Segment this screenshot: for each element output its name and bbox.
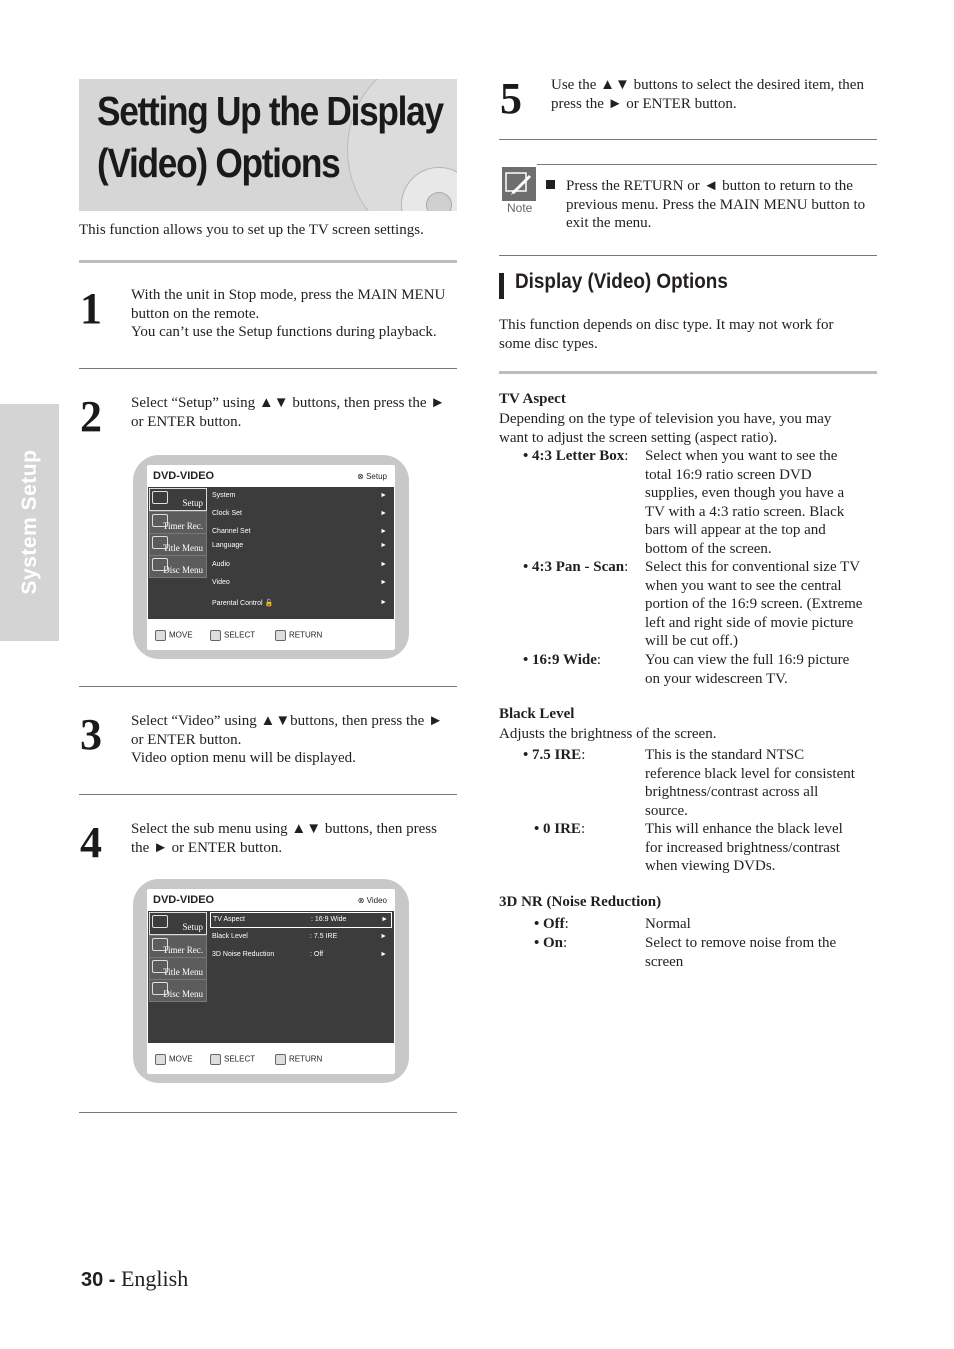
section-intro-line: some disc types. xyxy=(499,335,598,352)
screen-header xyxy=(147,889,395,910)
option-name-text: • 4:3 Letter Box xyxy=(523,448,625,464)
option-suffix: : xyxy=(596,652,602,668)
intro-text: This function allows you to set up the TV screen settings. xyxy=(79,222,424,238)
option-line: when viewing DVDs. xyxy=(645,858,776,875)
divider xyxy=(79,686,457,687)
option-line: on your widescreen TV. xyxy=(645,670,788,687)
page-title xyxy=(97,85,457,189)
arrow-right-icon: ► xyxy=(380,951,387,958)
select-icon xyxy=(210,630,221,641)
menu-row-3d-noise-reduction[interactable] xyxy=(210,948,390,962)
screen-tag: ⊗ Setup xyxy=(357,472,387,481)
menu-row-label xyxy=(212,599,273,607)
step-number: 3 xyxy=(80,710,102,759)
step-line: With the unit in Stop mode, press the MAIN MENU xyxy=(131,287,446,303)
screen-body xyxy=(148,487,394,619)
menu-row-label: TV Aspect xyxy=(213,916,245,923)
menu-row-black-level[interactable] xyxy=(210,930,390,944)
arrow-right-icon: ► xyxy=(380,933,387,940)
footer-return xyxy=(275,1054,322,1065)
step-line: Use the ▲▼ buttons to select the desired item, then xyxy=(551,77,864,93)
step-line: press the ► or ENTER button. xyxy=(551,95,737,112)
option-suffix: : xyxy=(563,935,568,951)
screen-tag-label: Video xyxy=(366,896,387,905)
option-line: You can view the full 16:9 picture xyxy=(645,652,850,668)
option-name xyxy=(534,820,585,839)
option-name-text: • 16:9 Wide xyxy=(523,652,597,668)
option-description xyxy=(645,934,880,971)
option-name xyxy=(523,447,628,466)
menu-row-tv-aspect[interactable] xyxy=(210,912,392,928)
step-number: 4 xyxy=(80,818,102,867)
option-description xyxy=(645,447,880,559)
black-level-heading: Black Level xyxy=(499,706,575,722)
option-description xyxy=(645,746,880,820)
footer-select xyxy=(210,1054,255,1065)
step-line: or ENTER button. xyxy=(131,413,242,430)
tools-icon xyxy=(152,915,168,928)
arrow-right-icon: ► xyxy=(380,579,387,586)
divider xyxy=(499,255,877,256)
option-line: bottom of the screen. xyxy=(645,540,772,557)
option-line: Select when you want to see the xyxy=(645,448,838,464)
screen-title: DVD-VIDEO xyxy=(153,470,215,482)
footer-label: SELECT xyxy=(224,1054,256,1064)
menu-row-label: System xyxy=(212,492,236,499)
screen-tag: ⊗ Video xyxy=(357,896,387,905)
menu-row-value: : 7.5 IRE xyxy=(310,933,338,940)
menu-tab-title-menu[interactable] xyxy=(149,957,207,980)
note-line: Press the RETURN or ◄ button to return to the xyxy=(566,178,853,194)
menu-row-value: : Off xyxy=(310,951,324,958)
arrow-right-icon: ► xyxy=(380,599,387,606)
screen-footer xyxy=(147,622,395,648)
page-title-line1: Setting Up the Display xyxy=(97,88,443,134)
note-line: exit the menu. xyxy=(566,215,652,231)
menu-row-label: Video xyxy=(212,579,230,586)
divider xyxy=(79,260,457,263)
footer-label: RETURN xyxy=(289,630,323,640)
section-intro xyxy=(499,316,834,353)
side-tab-label: System Setup xyxy=(18,449,41,595)
option-line: Select to remove noise from the xyxy=(645,935,837,951)
option-line: reference black level for consistent xyxy=(645,765,855,782)
menu-tab-setup[interactable] xyxy=(149,488,207,511)
menu-tab-disc-menu[interactable] xyxy=(149,979,207,1002)
option-suffix: : xyxy=(581,747,586,763)
arrow-right-icon: ► xyxy=(381,916,388,923)
menu-tab-title-menu[interactable] xyxy=(149,533,207,556)
menu-row-label: Channel Set xyxy=(212,528,251,535)
menu-row-label: Language xyxy=(212,542,244,549)
page-language: English xyxy=(120,1266,189,1291)
black-level-intro: Adjusts the brightness of the screen. xyxy=(499,726,717,742)
step-line: Select the sub menu using ▲▼ buttons, then press xyxy=(131,821,437,837)
menu-row-value: : 16:9 Wide xyxy=(311,916,347,923)
option-description xyxy=(645,820,880,876)
menu-tab-timer-rec[interactable] xyxy=(149,935,207,958)
menu-row-channel-set[interactable] xyxy=(210,525,390,539)
menu-tab-label: Setup xyxy=(182,922,203,932)
option-suffix: : xyxy=(580,821,586,837)
option-line: supplies, even though you have a xyxy=(645,485,845,502)
option-line: source. xyxy=(645,802,688,819)
option-line: Normal xyxy=(645,916,691,932)
tv-aspect-intro-line: want to adjust the screen setting (aspect ratio). xyxy=(499,429,778,446)
menu-row-system[interactable] xyxy=(210,489,390,503)
divider xyxy=(79,1112,457,1113)
option-name-text: • 0 IRE xyxy=(534,821,581,837)
step-line: Select “Video” using ▲▼buttons, then press the ► xyxy=(131,713,443,729)
menu-tab-label: Title Menu xyxy=(163,967,203,977)
option-suffix: : xyxy=(624,448,629,464)
note-bullet-icon xyxy=(546,180,555,189)
screen-panel xyxy=(147,465,395,650)
footer-return xyxy=(275,630,322,641)
step-line: You can’t use the Setup functions during playback. xyxy=(131,324,437,340)
divider xyxy=(79,794,457,795)
arrow-right-icon: ► xyxy=(380,492,387,499)
option-line: This will enhance the black level xyxy=(645,821,843,837)
menu-tab-label: Timer Rec. xyxy=(162,521,203,531)
arrow-right-icon: ► xyxy=(380,528,387,535)
step-line: button on the remote. xyxy=(131,305,260,322)
option-line: portion of the 16:9 screen. (Extreme xyxy=(645,596,863,613)
option-line: total 16:9 ratio screen DVD xyxy=(645,466,812,483)
tools-icon xyxy=(152,491,168,504)
step-text xyxy=(131,394,445,431)
screen-panel xyxy=(147,889,395,1074)
note-pencil-icon xyxy=(502,167,536,201)
note-label: Note xyxy=(507,201,533,215)
footer-move xyxy=(155,630,193,641)
menu-tab-label: Disc Menu xyxy=(163,989,203,999)
step-text xyxy=(131,286,445,342)
menu-screenshot-setup xyxy=(133,455,409,659)
page-number-value: 30 - xyxy=(81,1269,116,1291)
page-number xyxy=(81,1266,188,1292)
step-number: 5 xyxy=(500,74,522,123)
step-number: 2 xyxy=(80,392,102,441)
divider xyxy=(79,368,457,369)
menu-row-label-text: Parental Control xyxy=(212,600,263,607)
tv-aspect-intro xyxy=(499,410,831,447)
option-line: bars will appear at the top and xyxy=(645,522,826,539)
step-line: Video option menu will be displayed. xyxy=(131,750,356,766)
option-line: Select this for conventional size TV xyxy=(645,559,861,575)
divider xyxy=(499,371,877,374)
footer-select xyxy=(210,630,255,641)
screen-tag-label: Setup xyxy=(366,472,387,481)
note-box xyxy=(499,164,877,254)
menu-row-label: 3D Noise Reduction xyxy=(212,951,275,958)
option-name-text: • Off xyxy=(534,916,565,932)
footer-label: SELECT xyxy=(224,630,256,640)
menu-row-language[interactable] xyxy=(210,539,390,553)
option-line: brightness/contrast across all xyxy=(645,784,819,801)
option-suffix: : xyxy=(624,559,629,575)
lock-icon: 🔓 xyxy=(264,600,274,607)
step-text xyxy=(551,76,864,113)
menu-row-parental-control[interactable] xyxy=(210,596,390,610)
screen-title: DVD-VIDEO xyxy=(153,894,215,906)
select-icon xyxy=(210,1054,221,1065)
option-line: when you want to see the central xyxy=(645,577,842,594)
menu-row-label: Clock Set xyxy=(212,510,242,517)
menu-screenshot-video xyxy=(133,879,409,1083)
menu-tab-label: Disc Menu xyxy=(163,565,203,575)
footer-label: MOVE xyxy=(169,1054,193,1064)
option-name xyxy=(523,746,585,765)
noise-reduction-heading: 3D NR (Noise Reduction) xyxy=(499,894,662,910)
option-name-text: • 4:3 Pan - Scan xyxy=(523,559,625,575)
section-intro-line: This function depends on disc type. It may not work for xyxy=(499,317,834,333)
menu-row-video[interactable] xyxy=(210,576,390,590)
page-title-line2: (Video) Options xyxy=(97,140,340,186)
option-name xyxy=(523,558,628,577)
option-name-text: • On xyxy=(534,935,564,951)
tv-aspect-heading: TV Aspect xyxy=(499,391,566,407)
option-name xyxy=(534,934,567,953)
step-line: or ENTER button. xyxy=(131,731,242,748)
option-suffix: : xyxy=(564,916,569,932)
divider xyxy=(499,139,877,140)
option-name xyxy=(523,651,601,670)
menu-tab-disc-menu[interactable] xyxy=(149,555,207,578)
option-line: left and right side of movie picture xyxy=(645,614,854,631)
footer-label: RETURN xyxy=(289,1054,323,1064)
option-line: This is the standard NTSC xyxy=(645,747,805,763)
menu-tab-label: Setup xyxy=(182,498,203,508)
option-line: for increased brightness/contrast xyxy=(645,839,840,856)
footer-label: MOVE xyxy=(169,630,193,640)
option-description xyxy=(645,915,880,934)
disc-hole xyxy=(426,192,452,211)
section-heading: Display (Video) Options xyxy=(515,270,728,293)
option-line: will be cut off.) xyxy=(645,633,739,650)
screen-header xyxy=(147,465,395,486)
screen-footer xyxy=(147,1046,395,1072)
screen-body xyxy=(148,911,394,1043)
tv-aspect-intro-line: Depending on the type of television you have, you may xyxy=(499,411,832,427)
move-icon xyxy=(155,1054,166,1065)
side-tab xyxy=(0,404,59,641)
menu-tab-label: Timer Rec. xyxy=(162,945,203,955)
option-line: screen xyxy=(645,953,684,970)
title-banner xyxy=(79,79,457,211)
option-line: TV with a 4:3 ratio screen. Black xyxy=(645,503,845,520)
step-line: Select “Setup” using ▲▼ buttons, then press the ► xyxy=(131,395,446,411)
step-line: the ► or ENTER button. xyxy=(131,839,283,856)
step-text xyxy=(131,712,443,768)
option-description xyxy=(645,651,880,688)
section-heading-bar xyxy=(499,273,504,299)
arrow-right-icon: ► xyxy=(380,542,387,549)
note-line: previous menu. Press the MAIN MENU button to xyxy=(566,196,866,213)
arrow-right-icon: ► xyxy=(380,561,387,568)
return-icon xyxy=(275,1054,286,1065)
move-icon xyxy=(155,630,166,641)
arrow-right-icon: ► xyxy=(380,510,387,517)
menu-row-audio[interactable] xyxy=(210,558,390,572)
menu-row-label: Black Level xyxy=(212,933,248,940)
footer-move xyxy=(155,1054,193,1065)
menu-tab-label: Title Menu xyxy=(163,543,203,553)
menu-tab-timer-rec[interactable] xyxy=(149,511,207,534)
step-number: 1 xyxy=(80,284,102,333)
menu-tab-setup[interactable] xyxy=(149,912,207,935)
option-name xyxy=(534,915,569,934)
option-description xyxy=(645,558,880,651)
menu-row-clock-set[interactable] xyxy=(210,507,390,521)
step-text xyxy=(131,820,437,857)
option-name-text: • 7.5 IRE xyxy=(523,747,582,763)
return-icon xyxy=(275,630,286,641)
note-text xyxy=(566,177,865,233)
menu-row-label: Audio xyxy=(212,561,230,568)
